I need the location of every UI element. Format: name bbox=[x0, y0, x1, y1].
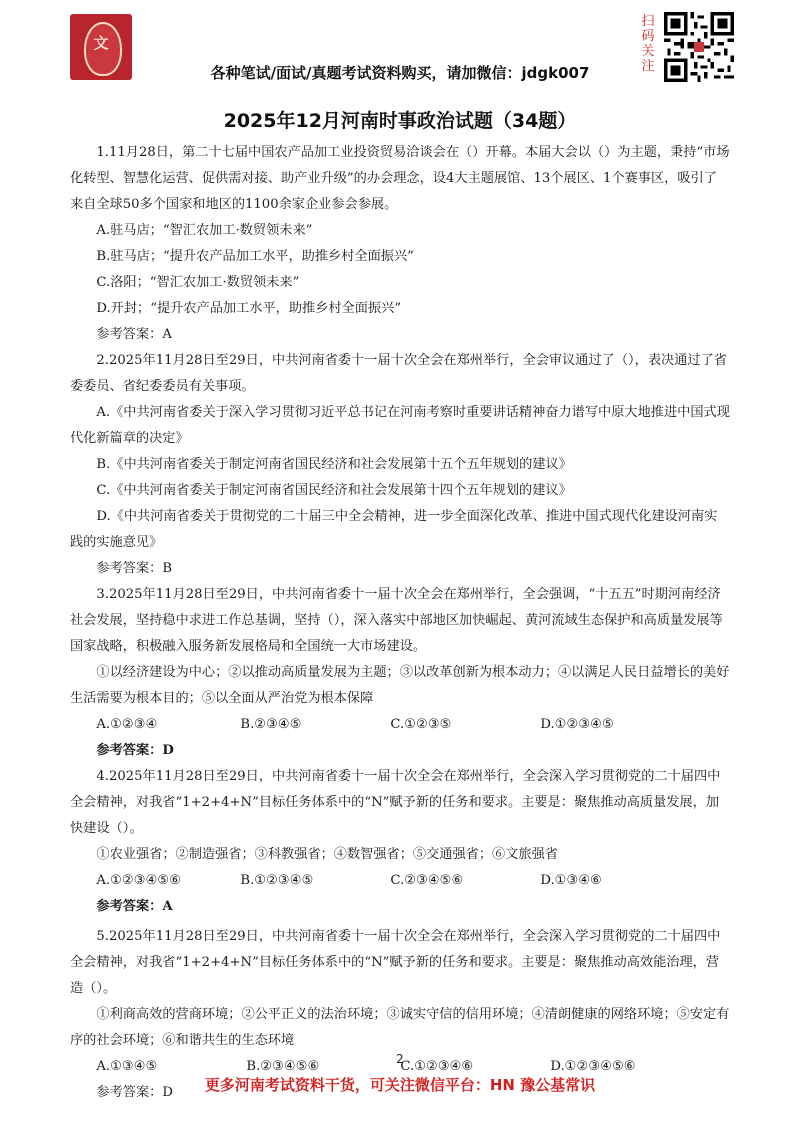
question-4-stem: 4.2025年11月28日至29日，中共河南省委十一届十次全会在郑州举行，全会深入学习贯彻党的二十届四中全会精神，对我省“1+2+4+N”目标任务体系中的“N”赋予新的任务和要求。主要是：聚焦推动高质量发展，加快建设（）。 bbox=[70, 769, 721, 836]
question-list bbox=[70, 140, 730, 1106]
question-2-answer: 参考答案：B bbox=[96, 561, 173, 576]
question-3-option-d: D.①②③④⑤ bbox=[540, 717, 614, 732]
question-1-option-c: C.洛阳；“智汇农加工·数贸领未来” bbox=[96, 275, 300, 290]
question-3-option-b: B.②③④⑤ bbox=[240, 717, 302, 732]
question-5-items: ①利商高效的营商环境；②公平正义的法治环境；③诚实守信的信用环境；④清朗健康的网络环境；⑤安定有序的社会环境；⑥和谐共生的生态环境 bbox=[70, 1007, 730, 1048]
question-2-option-d: D.《中共河南省委关于贯彻党的二十届三中全会精神，进一步全面深化改革、推进中国式现代化建设河南实践的实施意见》 bbox=[70, 509, 718, 550]
logo-glyph: 文 bbox=[93, 34, 109, 52]
footer-banner: 更多河南考试资料干货，可关注微信平台：HN 豫公基常识 bbox=[204, 1076, 596, 1094]
question-4-option-a: A.①②③④⑤⑥ bbox=[96, 873, 182, 888]
question-1-option-d: D.开封；“提升农产品加工水平，助推乡村全面振兴” bbox=[96, 301, 402, 316]
question-1-stem: 1.11月28日，第二十七届中国农产品加工业投资贸易洽谈会在（）开幕。本届大会以（）为主题，秉持“市场化转型、智慧化运营、促供需对接、助产业升级”的办会理念，设4大主题展馆、13个展区、1个赛事区，吸引了来自全球50多个国家和地区的1100余家企业参会参展。 bbox=[70, 145, 730, 212]
page-number: 2 bbox=[396, 1052, 404, 1066]
question-4-option-c: C.②③④⑤⑥ bbox=[390, 873, 464, 888]
question-3-items: ①以经济建设为中心；②以推动高质量发展为主题；③以改革创新为根本动力；④以满足人民日益增长的美好生活需要为根本目的；⑤以全面从严治党为根本保障 bbox=[70, 665, 730, 706]
page-title: 2025年12月河南时事政治试题（34题） bbox=[223, 110, 577, 132]
header-banner: 各种笔试/面试/真题考试资料购买，请加微信：jdgk007 bbox=[210, 64, 590, 82]
question-2-option-c: C.《中共河南省委关于制定河南省国民经济和社会发展第十四个五年规划的建议》 bbox=[96, 483, 572, 498]
question-4-option-d: D.①③④⑥ bbox=[540, 873, 602, 888]
question-3-option-c: C.①②③⑤ bbox=[390, 717, 452, 732]
question-2-option-a: A.《中共河南省委关于深入学习贯彻习近平总书记在河南考察时重要讲话精神奋力谱写中原大地推进中国式现代化新篇章的决定》 bbox=[70, 405, 730, 446]
question-4-items: ①农业强省；②制造强省；③科教强省；④数智强省；⑤交通强省；⑥文旅强省 bbox=[96, 847, 558, 862]
question-4-options bbox=[70, 868, 730, 894]
question-5-option-d: D.①②③④⑤⑥ bbox=[550, 1059, 636, 1074]
question-5-stem: 5.2025年11月28日至29日，中共河南省委十一届十次全会在郑州举行，全会深入学习贯彻党的二十届四中全会精神，对我省“1+2+4+N”目标任务体系中的“N”赋予新的任务和要求。主要是：聚焦推动高效能治理，营造（）。 bbox=[70, 929, 721, 996]
question-3-option-a: A.①②③④ bbox=[96, 717, 158, 732]
question-5-option-c: C.①②③④⑥ bbox=[400, 1059, 474, 1074]
question-3-answer: 参考答案：D bbox=[96, 743, 174, 758]
question-5-option-a: A.①③④⑤ bbox=[96, 1059, 158, 1074]
qr-code-icon[interactable] bbox=[664, 12, 734, 82]
question-4-option-b: B.①②③④⑤ bbox=[240, 873, 314, 888]
question-3-options bbox=[70, 712, 730, 738]
scan-label: 扫码关注 bbox=[641, 14, 655, 74]
question-1-answer: 参考答案：A bbox=[96, 327, 172, 342]
question-5-answer: 参考答案：D bbox=[96, 1085, 173, 1100]
question-1-option-a: A.驻马店；“智汇农加工·数贸领未来” bbox=[96, 223, 313, 238]
question-3-stem: 3.2025年11月28日至29日，中共河南省委十一届十次全会在郑州举行，全会强调，“十五五”时期河南经济社会发展，坚持稳中求进工作总基调，坚持（），深入落实中部地区加快崛起、黄河流域生态保护和高质量发展等国家战略，积极融入服务新发展格局和全国统一大市场建设。 bbox=[70, 587, 723, 654]
question-2-option-b: B.《中共河南省委关于制定河南省国民经济和社会发展第十五个五年规划的建议》 bbox=[96, 457, 572, 472]
question-2-stem: 2.2025年11月28日至29日，中共河南省委十一届十次全会在郑州举行，全会审议通过了（），表决通过了省委委员、省纪委委员有关事项。 bbox=[70, 353, 727, 394]
question-5-option-b: B.②③④⑤⑥ bbox=[246, 1059, 320, 1074]
question-1-option-b: B.驻马店；“提升农产品加工水平，助推乡村全面振兴” bbox=[96, 249, 414, 264]
question-4-answer: 参考答案：A bbox=[96, 899, 173, 914]
